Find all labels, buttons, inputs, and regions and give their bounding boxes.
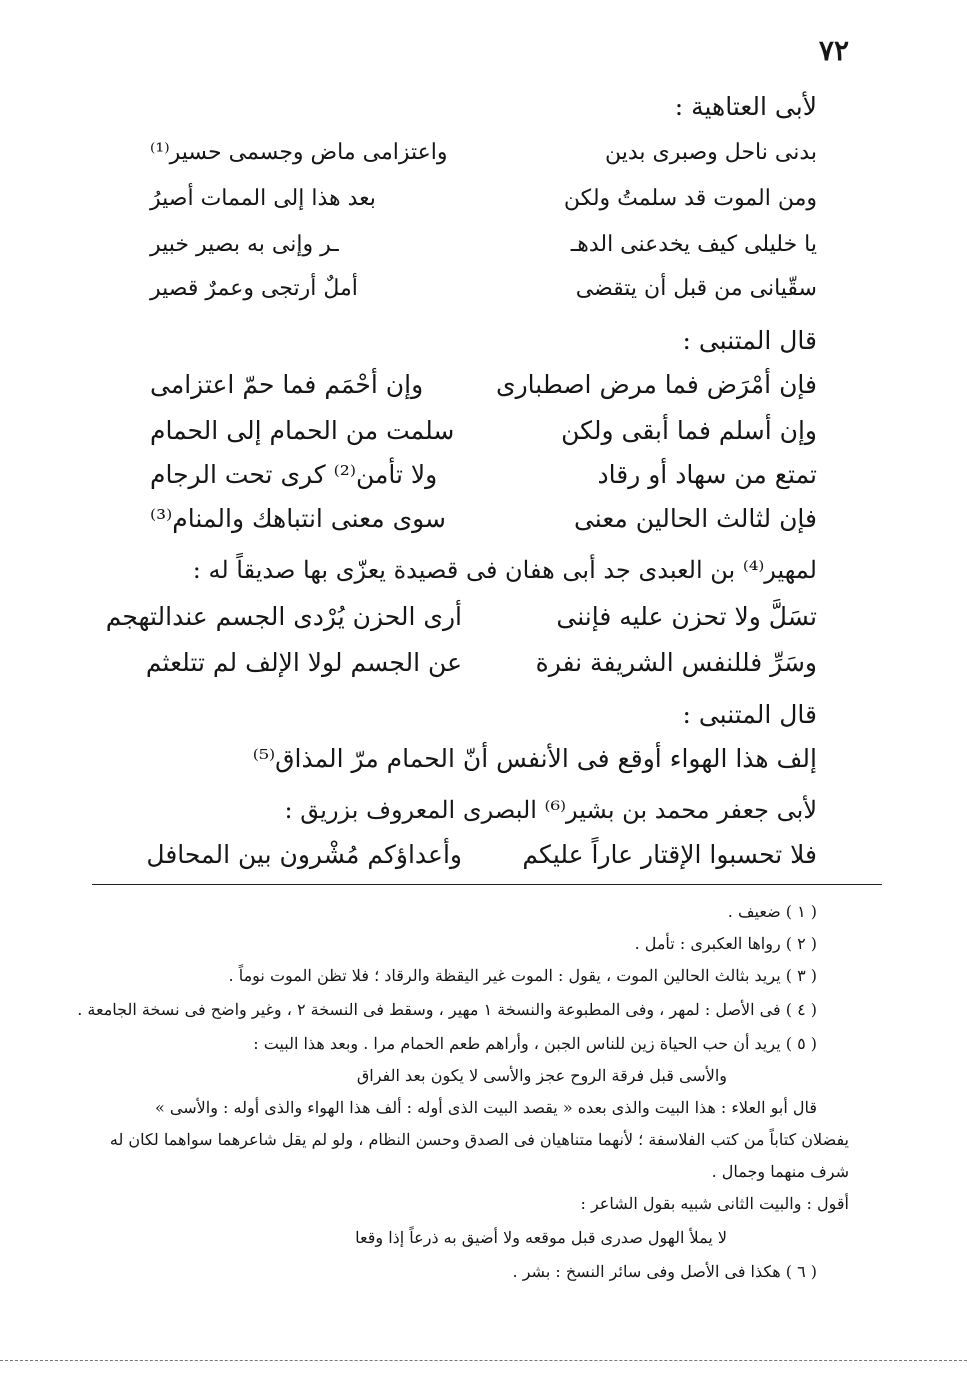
verse-hemistich-left: واعتزامى ماض وجسمى حسير⁽¹⁾ bbox=[150, 140, 448, 165]
footnote: ( ١ ) ضعيف . bbox=[727, 902, 817, 921]
verse-hemistich-right: تمتع من سهاد أو رقاد bbox=[597, 460, 817, 489]
verse-line-single: إلف هذا الهواء أوقع فى الأنفس أنّ الحمام مرّ المذاق⁽⁵⁾ bbox=[252, 744, 817, 773]
verse-line bbox=[0, 460, 967, 504]
section-heading: لأبى العتاهية : bbox=[674, 92, 817, 121]
footnote-paragraph: شرف منهما وجمال . bbox=[711, 1162, 849, 1181]
page-number: ٧٢ bbox=[818, 34, 849, 67]
section-heading: لأبى جعفر محمد بن بشير⁽⁶⁾ البصرى المعروف بزريق : bbox=[284, 796, 817, 824]
footnote-paragraph: قال أبو العلاء : هذا البيت والذى بعده « يقصد البيت الذى أوله : ألف هذا الهواء والذى أوله : والأسى » bbox=[155, 1098, 817, 1117]
footnote-verse: والأسى قبل فرقة الروح عجز والأسى لا يكون بعد الفراق bbox=[356, 1066, 727, 1085]
verse-line bbox=[0, 186, 967, 230]
verse-hemistich-right: تسَلَّ ولا تحزن عليه فإننى bbox=[556, 602, 817, 631]
verse-line bbox=[0, 232, 967, 276]
verse-hemistich-right: سقّيانى من قبل أن يتقضى bbox=[575, 276, 817, 301]
section-heading: لمهير⁽⁴⁾ بن العبدى جد أبى هفان فى قصيدة يعزّى بها صديقاً له : bbox=[192, 556, 817, 584]
verse-hemistich-right: وإن أسلم فما أبقى ولكن bbox=[561, 416, 817, 445]
verse-line bbox=[0, 370, 967, 414]
footnote-verse: لا يملأ الهول صدرى قبل موقعه ولا أضيق به ذرعاً إذا وقعا bbox=[355, 1228, 727, 1247]
verse-hemistich-left: أملٌ أرتجى وعمرٌ قصير bbox=[150, 276, 358, 301]
verse-line bbox=[0, 416, 967, 460]
verse-hemistich-left: أرى الحزن يُرْدى الجسم عندالتهجم bbox=[105, 602, 462, 631]
verse-hemistich-right: فلا تحسبوا الإقتار عاراً عليكم bbox=[522, 840, 817, 869]
verse-hemistich-left: سلمت من الحمام إلى الحمام bbox=[150, 416, 455, 445]
verse-hemistich-left: بعد هذا إلى الممات أصيرُ bbox=[150, 186, 376, 211]
verse-line bbox=[0, 648, 967, 692]
verse-hemistich-left: ـر وإنى به بصير خبير bbox=[150, 232, 339, 257]
verse-hemistich-right: يا خليلى كيف يخدعنى الدهـ bbox=[570, 232, 817, 257]
verse-line bbox=[0, 602, 967, 646]
verse-hemistich-left: سوى معنى انتباهك والمنام⁽³⁾ bbox=[150, 504, 447, 533]
verse-line bbox=[0, 140, 967, 184]
verse-hemistich-left: وأعداؤكم مُشْرون بين المحافل bbox=[146, 840, 462, 869]
footnote: ( ٤ ) فى الأصل : لمهر ، وفى المطبوعة والنسخة ١ مهير ، وسقط فى النسخة ٢ ، وغير واضح فى نسخة الجامعة . bbox=[77, 1000, 817, 1019]
verse-line bbox=[0, 840, 967, 884]
verse-hemistich-right: بدنى ناحل وصبرى بدين bbox=[604, 140, 817, 165]
verse-hemistich-left: وإن أحْمَم فما حمّ اعتزامى bbox=[150, 370, 424, 399]
footnote: ( ٦ ) هكذا فى الأصل وفى سائر النسخ : بشر . bbox=[512, 1262, 817, 1281]
footnote: ( ٢ ) رواها العكبرى : تأمل . bbox=[634, 934, 817, 953]
verse-hemistich-right: ومن الموت قد سلمتُ ولكن bbox=[563, 186, 817, 211]
verse-hemistich-right: فإن أمْرَض فما مرض اصطبارى bbox=[496, 370, 817, 399]
footnote: ( ٥ ) يريد أن حب الحياة زين للناس الجبن ، وأراهم طعم الحمام مرا . وبعد هذا البيت : bbox=[253, 1034, 817, 1053]
footnote-paragraph: يفضلان كتاباً من كتب الفلاسفة ؛ لأنهما متناهيان فى الصدق وحسن النظام ، ولو لم يقل شاعرهما سواهما لكان له bbox=[109, 1130, 849, 1149]
verse-line bbox=[0, 504, 967, 548]
footnote: ( ٣ ) يريد بثالث الحالين الموت ، يقول : الموت غير اليقظة والرقاد ؛ فلا تظن الموت نوماً . bbox=[228, 966, 817, 985]
verse-hemistich-left: عن الجسم لولا الإلف لم تتلعثم bbox=[145, 648, 462, 677]
footnote-divider bbox=[92, 884, 882, 885]
verse-line bbox=[0, 276, 967, 320]
verse-hemistich-right: فإن لثالث الحالين معنى bbox=[573, 504, 817, 533]
verse-hemistich-left: ولا تأمن⁽²⁾ كرى تحت الرجام bbox=[150, 460, 438, 489]
verse-hemistich-right: وسَرِّ فللنفس الشريفة نفرة bbox=[535, 648, 817, 677]
page-bottom-edge bbox=[0, 1360, 967, 1361]
section-heading: قال المتنبى : bbox=[682, 326, 817, 355]
footnote-paragraph: أقول : والبيت الثانى شبيه بقول الشاعر : bbox=[580, 1194, 849, 1213]
section-heading: قال المتنبى : bbox=[682, 700, 817, 729]
